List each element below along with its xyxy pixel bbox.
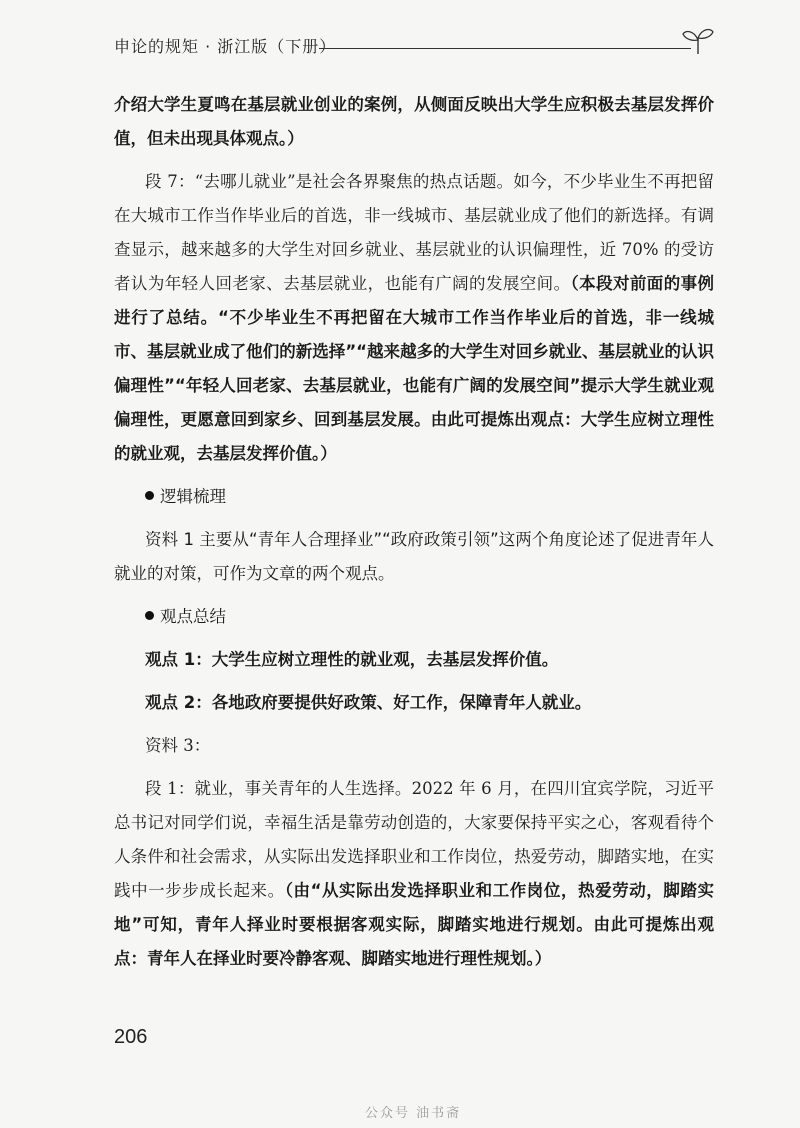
- view-2: 观点 2：各地政府要提供好政策、好工作，保障青年人就业。: [145, 693, 592, 712]
- page-body: [114, 88, 714, 985]
- paragraph-continuation: 介绍大学生夏鸣在基层就业创业的案例，从侧面反映出大学生应积极去基层发挥价值，但未出现具体观点。）: [114, 95, 714, 148]
- bullet-icon: [145, 491, 154, 500]
- paragraph-7-text: 段 7：“去哪儿就业”是社会各界聚焦的热点话题。如今，不少毕业生不再把留在大城市工作当作毕业后的首选，非一线城市、基层就业成了他们的新选择。有调查显示，越来越多的大学生对回乡就业、基层就业的认识偏理性，近 70% 的受访者认为年轻人回老家、去基层就业，也能有广阔的发展空间。: [114, 172, 714, 293]
- header-rule: [319, 48, 691, 49]
- heading-logic: [114, 480, 714, 514]
- logic-paragraph: 资料 1 主要从“青年人合理择业”“政府政策引领”这两个角度论述了促进青年人就业的对策，可作为文章的两个观点。: [114, 530, 714, 583]
- heading-summary: [114, 600, 714, 634]
- bullet-icon: [145, 611, 154, 620]
- watermark: 公众号 油书斋: [365, 1106, 462, 1121]
- material-3-text: 段 1：就业，事关青年的人生选择。2022 年 6 月，在四川宜宾学院，习近平总书记对同学们说，幸福生活是靠劳动创造的，大家要保持平实之心，客观看待个人条件和社会需求，从实际出发选择职业和工作岗位，热爱劳动，脚踏实地，在实践中一步步成长起来。: [114, 779, 714, 900]
- material-3-label: 资料 3：: [145, 736, 211, 755]
- heading-summary-label: 观点总结: [160, 607, 226, 626]
- running-header: [114, 30, 714, 62]
- book-title: 申论的规矩 · 浙江版（下册）: [114, 37, 337, 56]
- paragraph-7: [114, 165, 714, 471]
- sprout-icon: [680, 24, 716, 58]
- material-3-paragraph-1: [114, 772, 714, 976]
- page-number: 206: [114, 1026, 148, 1048]
- view-1: 观点 1：大学生应树立理性的就业观，去基层发挥价值。: [145, 650, 559, 669]
- material-3-note: （由“从实际出发选择职业和工作岗位，热爱劳动，脚踏实地”可知，青年人择业时要根据客观实际，脚踏实地进行规划。由此可提炼出观点：青年人在择业时要冷静客观、脚踏实地进行理性规划。）: [114, 881, 714, 968]
- heading-logic-label: 逻辑梳理: [160, 487, 226, 506]
- paragraph-7-note: （本段对前面的事例进行了总结。“不少毕业生不再把留在大城市工作当作毕业后的首选，非一线城市、基层就业成了他们的新选择”“越来越多的大学生对回乡就业、基层就业的认识偏理性”“年轻人回老家、去基层就业，也能有广阔的发展空间”提示大学生就业观偏理性，更愿意回到家乡、回到基层发展。由此可提炼出观点：大学生应树立理性的就业观，去基层发挥价值。）: [114, 274, 715, 463]
